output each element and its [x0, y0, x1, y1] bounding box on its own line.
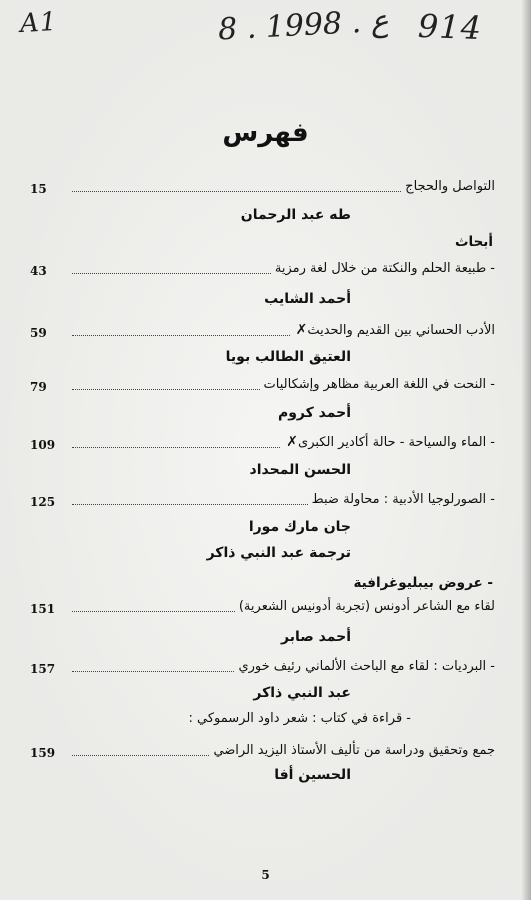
entry-author: العتيق الطالب بويا: [225, 349, 351, 365]
entry-page: 15: [30, 182, 47, 196]
entry-author: عبد النبي ذاكر: [253, 685, 351, 701]
toc-entry: [30, 656, 495, 676]
entry-author: الحسن المحداد: [249, 462, 351, 478]
entry-page: 157: [30, 662, 56, 676]
translator-credit: ترجمة عبد النبي ذاكر: [206, 545, 351, 561]
toc-entry: [30, 489, 495, 509]
leader-dots: [72, 272, 271, 274]
toc-entry: [30, 596, 495, 616]
entry-title: التواصل والحجاج: [405, 179, 495, 194]
page-title: فهرس: [222, 118, 309, 148]
leader-dots: [72, 610, 235, 612]
entry-page: 125: [30, 495, 56, 509]
handwritten-check-mark: ✗: [286, 434, 299, 450]
handwritten-date: 8 . ع . 1998: [217, 3, 390, 48]
handwritten-mark: A1: [19, 7, 59, 39]
entry-title: لقاء مع الشاعر أدونس (تجربة أدونيس الشعرية): [238, 599, 495, 614]
entry-page: 151: [30, 602, 56, 616]
toc-entry: [30, 258, 495, 278]
entry-title: الأدب الحساني بين القديم والحديث✗: [295, 322, 495, 338]
entry-author: أحمد الشايب: [264, 291, 351, 307]
leader-dots: [72, 334, 290, 336]
leader-dots: [72, 388, 260, 390]
entry-author: جان مارك مورا: [248, 519, 351, 535]
section-heading-reviews: - عروض بيبليوغرافية: [353, 575, 493, 591]
leader-dots: [72, 670, 234, 672]
leader-dots: [72, 446, 280, 448]
handwritten-check-mark: ✗: [295, 322, 308, 338]
entry-author: أحمد صابر: [281, 629, 351, 645]
reading-line: - قراءة في كتاب : شعر داود الرسموكي :: [188, 711, 411, 726]
toc-entry: [30, 320, 495, 340]
entry-title: - الصورلوجيا الأدبية : محاولة ضبط: [311, 492, 495, 507]
section-heading-research: أبحاث: [454, 234, 493, 250]
page-number: 5: [261, 868, 270, 882]
entry-page: 59: [30, 326, 47, 340]
handwritten-number: 914: [417, 6, 483, 48]
entry-title: - النحت في اللغة العربية مظاهر وإشكاليات: [263, 377, 495, 392]
toc-entry: [30, 740, 495, 760]
leader-dots: [72, 754, 209, 756]
leader-dots: [72, 190, 401, 192]
leader-dots: [72, 503, 308, 505]
entry-title: جمع وتحقيق ودراسة من تأليف الأستاذ اليزيد الراضي: [213, 743, 495, 758]
toc-entry: [30, 374, 495, 394]
entry-page: 159: [30, 746, 56, 760]
entry-page: 109: [30, 438, 56, 452]
entry-page: 79: [30, 380, 47, 394]
entry-title: - الماء والسياحة - حالة أكادير الكبرى✗: [286, 434, 495, 450]
entry-title: - البرديات : لقاء مع الباحث الألماني رئيف خوري: [238, 659, 495, 674]
entry-title: - طبيعة الحلم والنكتة من خلال لغة رمزية: [274, 261, 495, 276]
entry-author: طه عبد الرحمان: [240, 207, 351, 223]
entry-author: الحسين أفا: [274, 767, 351, 783]
toc-entry: [30, 176, 495, 196]
toc-entry: [30, 432, 495, 452]
entry-page: 43: [30, 264, 47, 278]
entry-author: أحمد كروم: [277, 405, 351, 421]
